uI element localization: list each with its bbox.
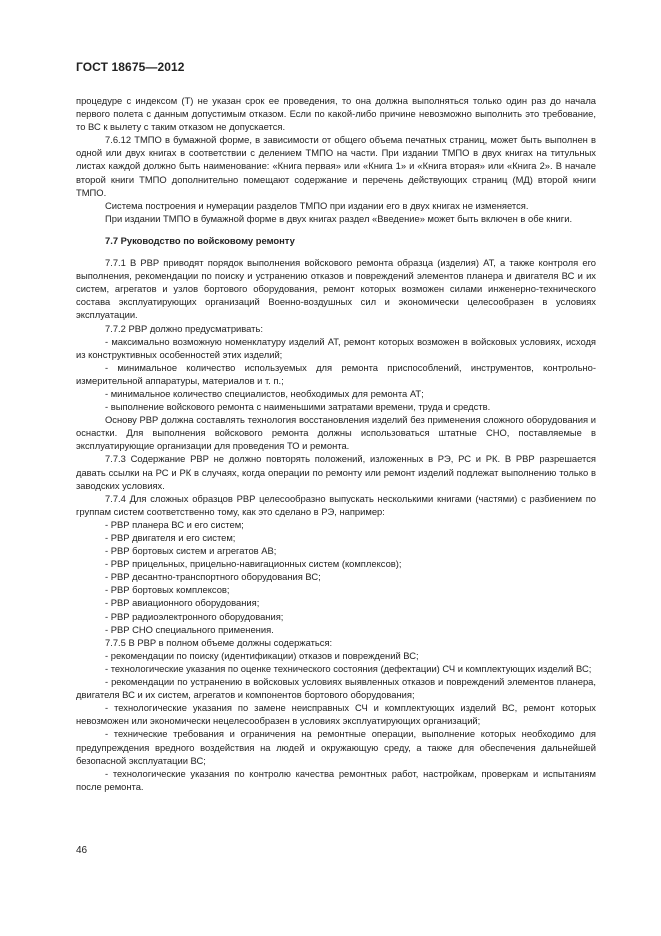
list-item: - рекомендации по устранению в войсковых условиях выявленных отказов и повреждений элементов планера, двигателя ВС и их систем, агрегатов и компонентов бортового оборудования; xyxy=(76,676,596,701)
paragraph: 7.7.3 Содержание РВР не должно повторять положений, изложенных в РЭ, РС и РК. В РВР разрешается давать ссылки на РС и РК в случаях, когда операции по ремонту или ремонт изделий подлежат выполнению только в заводских условиях. xyxy=(76,453,596,491)
list-item: - РВР десантно-транспортного оборудования ВС; xyxy=(105,571,321,583)
list-item: - РВР авиационного оборудования; xyxy=(105,597,260,609)
paragraph: 7.6.12 ТМПО в бумажной форме, в зависимости от общего объема печатных страниц, может быть выполнен в одной или двух книгах в соответствии с делением ТМПО на части. При издании ТМПО в двух книгах на титульных листах каждой должно быть наименование: «Книга первая» или «Книга 1» и «Книга вторая» или «Книга 2». В начале второй книги ТМПО дополнительно помещают содержание и перечень действующих страниц (МД) второй книги ТМПО. xyxy=(76,134,596,198)
paragraph: процедуре с индексом (Т) не указан срок ее проведения, то она должна выполняться только один раз до начала первого полета с данным допустимым отказом. Если по какой-либо причине невозможно выполнить это требование, то ВС к вылету с таким отказом не допускается. xyxy=(76,95,596,133)
paragraph: 7.7.2 РВР должно предусматривать: xyxy=(105,322,263,334)
paragraph: Система построения и нумерации разделов ТМПО при издании его в двух книгах не изменяется. xyxy=(105,199,529,211)
list-item: - РВР бортовых систем и агрегатов АВ; xyxy=(105,545,277,557)
paragraph: 7.7.4 Для сложных образцов РВР целесообразно выпускать несколькими книгами (частями) с разбиением по группам систем соответственно тому, как это сделано в РЭ, например: xyxy=(76,492,596,517)
paragraph: При издании ТМПО в бумажной форме в двух книгах раздел «Введение» может быть включен в обе книги. xyxy=(105,212,573,224)
document-header: ГОСТ 18675—2012 xyxy=(76,60,185,74)
list-item: - технологические указания по оценке технического состояния (дефектации) СЧ и комплектующих изделий ВС; xyxy=(105,662,592,674)
document-body xyxy=(76,94,596,793)
list-item: - технические требования и ограничения на ремонтные операции, выполнение которых необходимо для предупреждения вредного воздействия на людей и окружающую среду, а также для обеспечения дальнейшей безопасной эксплуатации ВС; xyxy=(76,728,596,766)
list-item: - выполнение войскового ремонта с наименьшими затратами времени, труда и средств. xyxy=(105,401,491,413)
paragraph: 7.7.5 В РВР в полном объеме должны содержаться: xyxy=(105,636,333,648)
list-item: - РВР прицельных, прицельно-навигационных систем (комплексов); xyxy=(105,558,402,570)
list-item: - РВР СНО специального применения. xyxy=(105,623,274,635)
list-item: - рекомендации по поиску (идентификации) отказов и повреждений ВС; xyxy=(105,649,419,661)
list-item: - РВР планера ВС и его систем; xyxy=(105,518,244,530)
list-item: - минимальное количество используемых для ремонта приспособлений, инструментов, контрольно-измерительной аппаратуры, материалов и т. п.; xyxy=(76,361,596,386)
paragraph: 7.7.1 В РВР приводят порядок выполнения войскового ремонта образца (изделия) АТ, а также контроля его выполнения, рекомендации по поиску и устранению отказов и повреждений элементов планера и двигателя ВС и их систем, агрегатов и узлов бортового оборудования, ремонт которых возможен силами инженерно-технического состава эксплуатирующих организаций Военно-воздушных сил и экономически целесообразен в условиях эксплуатации. xyxy=(76,257,596,321)
list-item: - технологические указания по контролю качества ремонтных работ, настройкам, проверкам и испытаниям после ремонта. xyxy=(76,767,596,792)
section-heading: 7.7 Руководство по войсковому ремонту xyxy=(105,234,295,246)
list-item: - РВР двигателя и его систем; xyxy=(105,532,236,543)
list-item: - РВР бортовых комплексов; xyxy=(105,584,230,596)
page-number: 46 xyxy=(76,845,88,856)
paragraph: Основу РВР должна составлять технология восстановления изделий без применения сложного оборудования и оснастки. Для выполнения войскового ремонта должны использоваться штатные СНО, поставляемые в эксплуатирующие организации для проведения ТО и ремонта. xyxy=(76,414,596,452)
list-item: - максимально возможную номенклатуру изделий АТ, ремонт которых возможен в войсковых условиях, исходя из конструктивных особенностей этих изделий; xyxy=(76,335,596,360)
list-item: - технологические указания по замене неисправных СЧ и комплектующих изделий ВС, ремонт которых невозможен или экономически нецелесообразен в условиях эксплуатирующих организаций; xyxy=(76,702,596,727)
list-item: - минимальное количество специалистов, необходимых для ремонта АТ; xyxy=(105,387,424,399)
list-item: - РВР радиоэлектронного оборудования; xyxy=(105,610,284,622)
